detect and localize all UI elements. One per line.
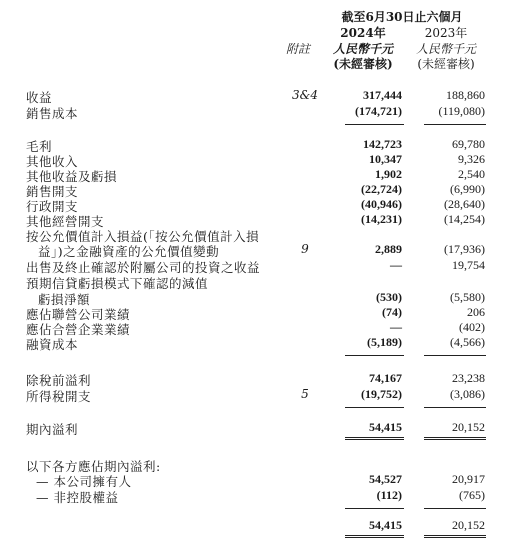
- row-note-revenue: 3&4: [292, 88, 318, 102]
- row-label-other-gains: 其他收益及虧損: [26, 169, 118, 184]
- row-2023-other-gains: 2,540: [458, 167, 485, 181]
- rule-total-2023: [424, 535, 486, 538]
- row-2023-profit-before-tax: 23,238: [452, 371, 485, 385]
- row-2024-associates: (74): [382, 305, 402, 319]
- row-label-profit-for-period: 期內溢利: [26, 422, 79, 437]
- row-label-attributable-heading: 以下各方應佔期內溢利:: [26, 459, 161, 474]
- row-2023-profit-for-period: 20,152: [452, 420, 485, 434]
- row-label-nci: — 非控股權益: [36, 490, 119, 505]
- row-label-income-tax: 所得稅開支: [26, 389, 92, 404]
- row-2024-cost-of-sales: (174,721): [355, 104, 402, 118]
- row-2023-nci: (765): [459, 488, 485, 502]
- row-2023-disposal-gain: 19,754: [452, 258, 485, 272]
- row-label-fvtpl-line2: 益」)之金融資產的公允價值變動: [38, 244, 220, 259]
- row-2023-associates: 206: [467, 305, 485, 319]
- row-2023-owners: 20,917: [452, 472, 485, 486]
- row-2024-other-operating-expenses: (14,231): [361, 212, 402, 226]
- row-2023-other-income: 9,326: [458, 152, 485, 166]
- row-label-fvtpl-line1: 按公允價值計入損益(「按公允價值計入損: [26, 229, 260, 244]
- row-2023-fvtpl: (17,936): [444, 242, 485, 256]
- row-2024-admin-expenses: (40,946): [361, 197, 402, 211]
- row-label-selling-expenses: 銷售開支: [26, 184, 79, 199]
- row-2023-other-operating-expenses: (14,254): [444, 212, 485, 226]
- row-label-ecl-line2: 虧損淨額: [38, 292, 91, 307]
- row-2023-selling-expenses: (6,990): [450, 182, 485, 196]
- row-2024-disposal-gain: —: [390, 258, 402, 272]
- note-column-heading: 附註: [285, 42, 310, 56]
- row-2023-revenue: 188,860: [446, 88, 485, 102]
- period-heading: 截至6月30日止六個月: [341, 10, 463, 24]
- rule-nci-2023: [424, 508, 486, 509]
- row-2024-other-gains: 1,902: [375, 167, 402, 181]
- row-2024-gross-profit: 142,723: [363, 137, 402, 151]
- rule-profit-2024: [345, 437, 404, 440]
- rule-finance-costs-2023: [424, 355, 486, 356]
- row-label-revenue: 收益: [26, 90, 53, 105]
- row-label-admin-expenses: 行政開支: [26, 199, 79, 214]
- row-2023-joint-ventures: (402): [459, 320, 485, 334]
- year-2023-heading: 2023年: [424, 26, 468, 40]
- audit-2024-heading: (未經審核): [333, 57, 393, 71]
- row-label-gross-profit: 毛利: [26, 139, 53, 154]
- row-2024-owners: 54,527: [369, 472, 402, 486]
- row-2024-other-income: 10,347: [369, 152, 402, 166]
- row-label-joint-ventures: 應佔合營企業業績: [26, 322, 131, 337]
- rule-income-tax-2024: [345, 407, 404, 408]
- row-label-disposal-gain: 出售及終止確認於附屬公司的投資之收益: [26, 260, 261, 275]
- row-2024-profit-before-tax: 74,167: [369, 371, 402, 385]
- row-label-profit-before-tax: 除稅前溢利: [26, 373, 92, 388]
- row-2024-nci: (112): [376, 488, 402, 502]
- row-label-finance-costs: 融資成本: [26, 337, 79, 352]
- rule-finance-costs-2024: [345, 355, 404, 356]
- rule-total-2024: [345, 535, 404, 538]
- unit-2024-heading: 人民幣千元: [332, 42, 393, 56]
- rule-income-tax-2023: [424, 407, 486, 408]
- row-label-other-income: 其他收入: [26, 154, 79, 169]
- row-2024-finance-costs: (5,189): [367, 335, 402, 349]
- row-2024-ecl: (530): [376, 290, 402, 304]
- year-2024-heading: 2024年: [340, 26, 386, 40]
- row-2023-gross-profit: 69,780: [452, 137, 485, 151]
- row-2023-income-tax: (3,086): [450, 387, 485, 401]
- row-2024-joint-ventures: —: [390, 320, 402, 334]
- row-2024-profit-for-period: 54,415: [369, 420, 402, 434]
- row-note-income-tax: 5: [301, 387, 309, 401]
- rule-nci-2024: [345, 508, 404, 509]
- row-label-other-operating-expenses: 其他經營開支: [26, 214, 105, 229]
- row-label-cost-of-sales: 銷售成本: [26, 106, 79, 121]
- row-2024-revenue: 317,444: [363, 88, 402, 102]
- row-2023-ecl: (5,580): [450, 290, 485, 304]
- unit-2023-heading: 人民幣千元: [415, 42, 476, 56]
- row-2024-selling-expenses: (22,724): [361, 182, 402, 196]
- row-2023-admin-expenses: (28,640): [444, 197, 485, 211]
- row-2024-fvtpl: 2,889: [375, 242, 402, 256]
- row-label-ecl-line1: 預期信貸虧損模式下確認的減值: [26, 276, 209, 291]
- rule-cost-of-sales-2023: [424, 124, 486, 125]
- row-2023-finance-costs: (4,566): [450, 335, 485, 349]
- row-2023-cost-of-sales: (119,080): [438, 104, 485, 118]
- row-label-associates: 應佔聯營公司業績: [26, 307, 131, 322]
- row-2024-income-tax: (19,752): [361, 387, 402, 401]
- row-note-fvtpl: 9: [301, 242, 309, 256]
- row-label-owners: — 本公司擁有人: [36, 474, 132, 489]
- rule-cost-of-sales-2024: [345, 124, 404, 125]
- audit-2023-heading: (未經審核): [417, 57, 475, 71]
- row-2024-total: 54,415: [369, 518, 402, 532]
- row-2023-total: 20,152: [452, 518, 485, 532]
- rule-profit-2023: [424, 437, 486, 440]
